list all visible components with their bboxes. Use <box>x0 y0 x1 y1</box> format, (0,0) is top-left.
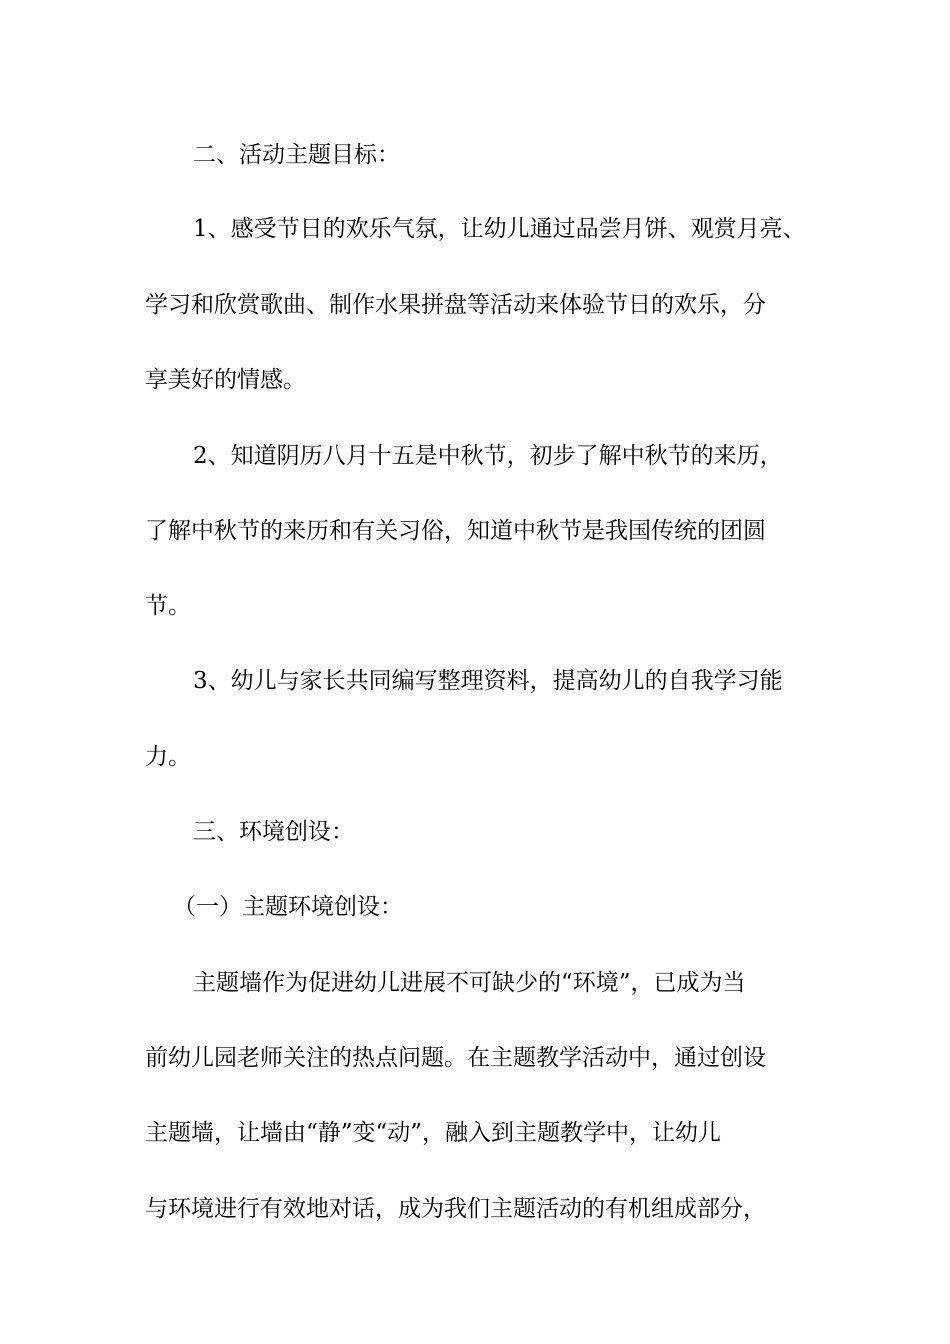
goal-2-line-2: 了解中秋节的来历和有关习俗，知道中秋节是我国传统的团圆 <box>145 518 766 544</box>
goal-1-line-3: 享美好的情感。 <box>145 367 306 393</box>
goal-3-line-2: 力。 <box>145 744 191 770</box>
paragraph-theme-wall-line-4: 与环境进行有效地对话，成为我们主题活动的有机组成部分， <box>145 1196 766 1222</box>
goal-1-line-1: 1、感受节日的欢乐气氛，让幼儿通过品尝月饼、观赏月亮、 <box>193 216 806 242</box>
goal-2-line-3: 节。 <box>145 593 191 619</box>
section-heading-goals: 二、活动主题目标： <box>193 142 400 168</box>
paragraph-theme-wall-line-3: 主题墙，让墙由“静”变“动”，融入到主题教学中，让幼儿 <box>145 1120 722 1146</box>
paragraph-theme-wall-line-2: 前幼儿园老师关注的热点问题。在主题教学活动中，通过创设 <box>145 1045 766 1071</box>
goal-1-line-2: 学习和欣赏歌曲、制作水果拼盘等活动来体验节日的欢乐，分 <box>145 292 766 318</box>
paragraph-theme-wall-line-1: 主题墙作为促进幼儿进展不可缺少的“环境”，已成为当 <box>193 970 746 996</box>
goal-2-line-1: 2、知道阴历八月十五是中秋节，初步了解中秋节的来历， <box>193 443 783 469</box>
subsection-heading-theme-environment: （一）主题环境创设： <box>173 894 403 920</box>
section-heading-environment: 三、环境创设： <box>193 819 354 845</box>
goal-3-line-1: 3、幼儿与家长共同编写整理资料，提高幼儿的自我学习能 <box>193 668 783 694</box>
